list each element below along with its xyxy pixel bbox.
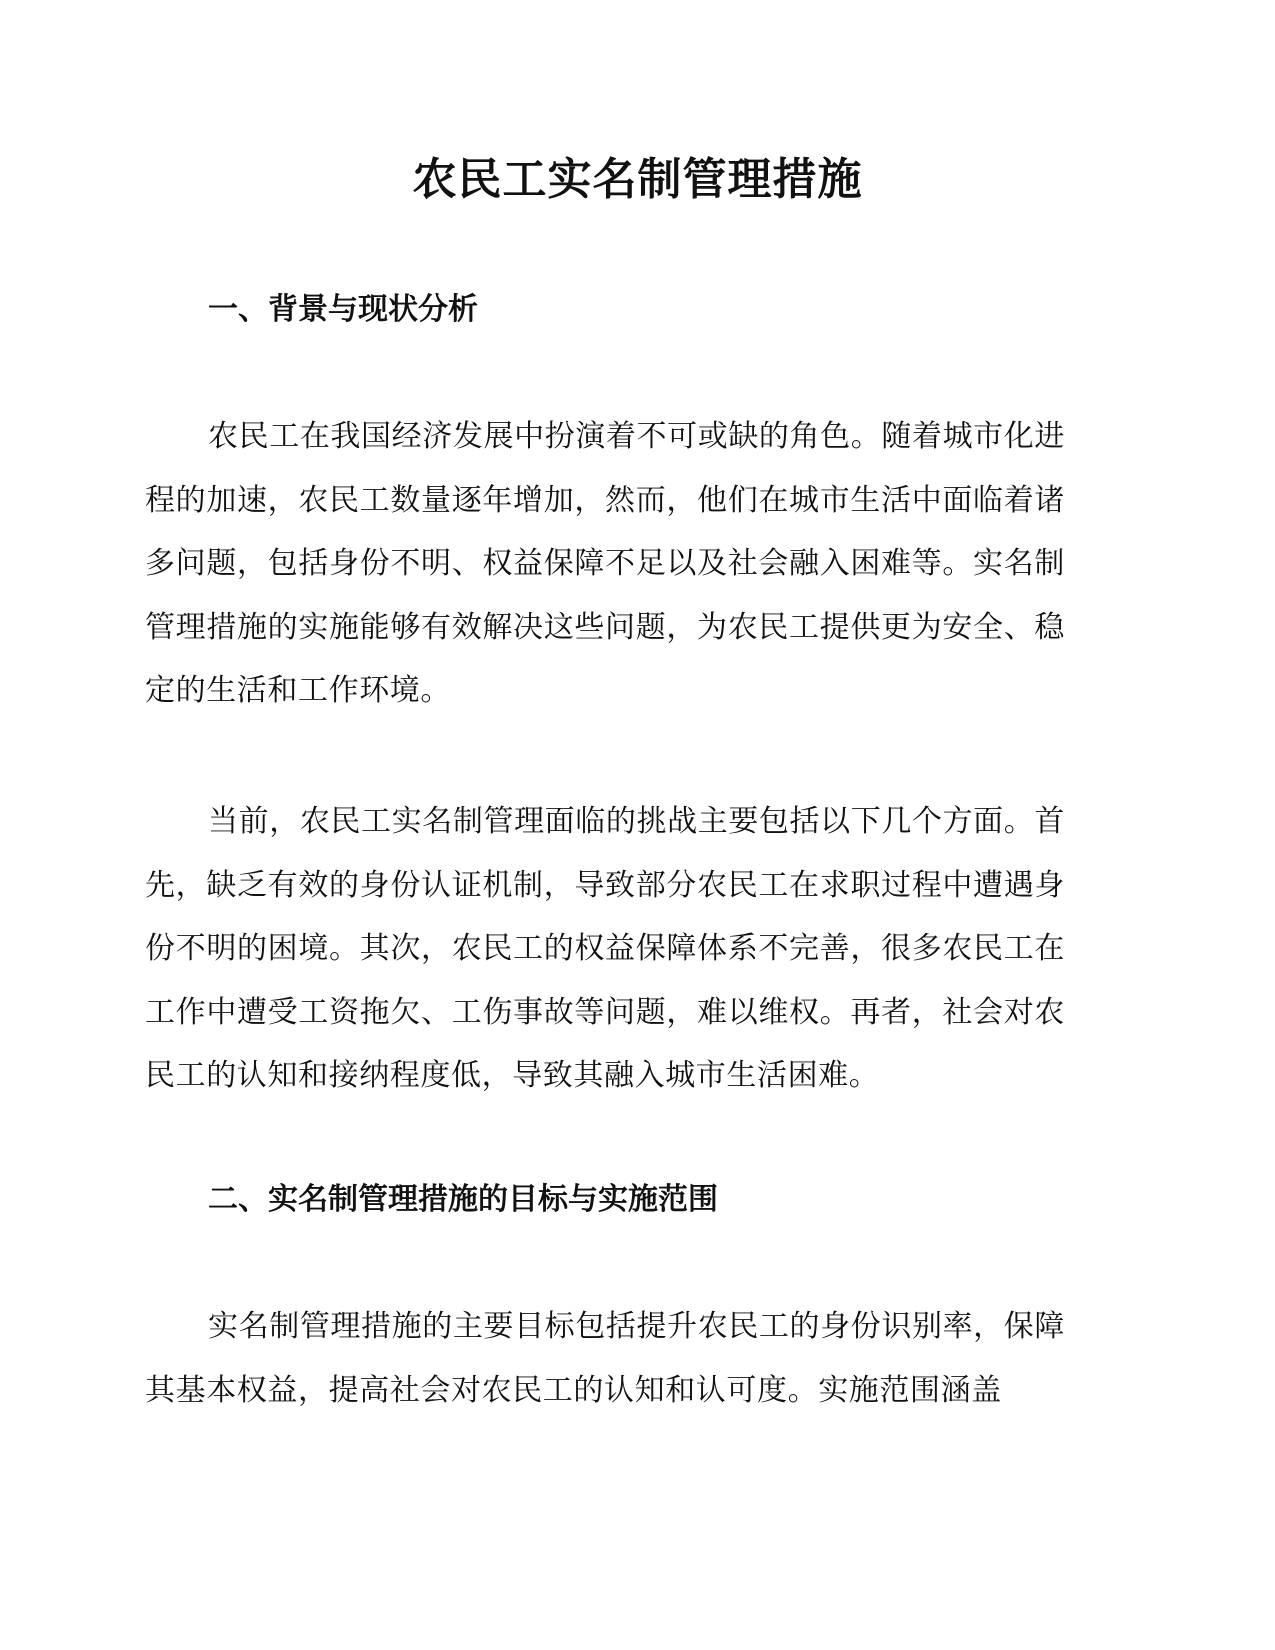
section-heading-background: 一、背景与现状分析 [208, 292, 478, 327]
paragraph: 实名制管理措施的主要目标包括提升农民工的身份识别率，保障其基本权益，提高社会对农民工的认知和认可度。实施范围涵盖 [145, 1309, 1065, 1408]
paragraph: 农民工在我国经济发展中扮演着不可或缺的角色。随着城市化进程的加速，农民工数量逐年增加，然而，他们在城市生活中面临着诸多问题，包括身份不明、权益保障不足以及社会融入困难等。实名制管理措施的实施能够有效解决这些问题，为农民工提供更为安全、稳定的生活和工作环境。 [145, 419, 1065, 708]
section-heading-goals-scope: 二、实名制管理措施的目标与实施范围 [208, 1182, 718, 1217]
document-title: 农民工实名制管理措施 [412, 154, 863, 205]
paragraph: 当前，农民工实名制管理面临的挑战主要包括以下几个方面。首先，缺乏有效的身份认证机制，导致部分农民工在求职过程中遭遇身份不明的困境。其次，农民工的权益保障体系不完善，很多农民工在工作中遭受工资拖欠、工伤事故等问题，难以维权。再者，社会对农民工的认知和接纳程度低，导致其融入城市生活困难。 [145, 804, 1065, 1093]
